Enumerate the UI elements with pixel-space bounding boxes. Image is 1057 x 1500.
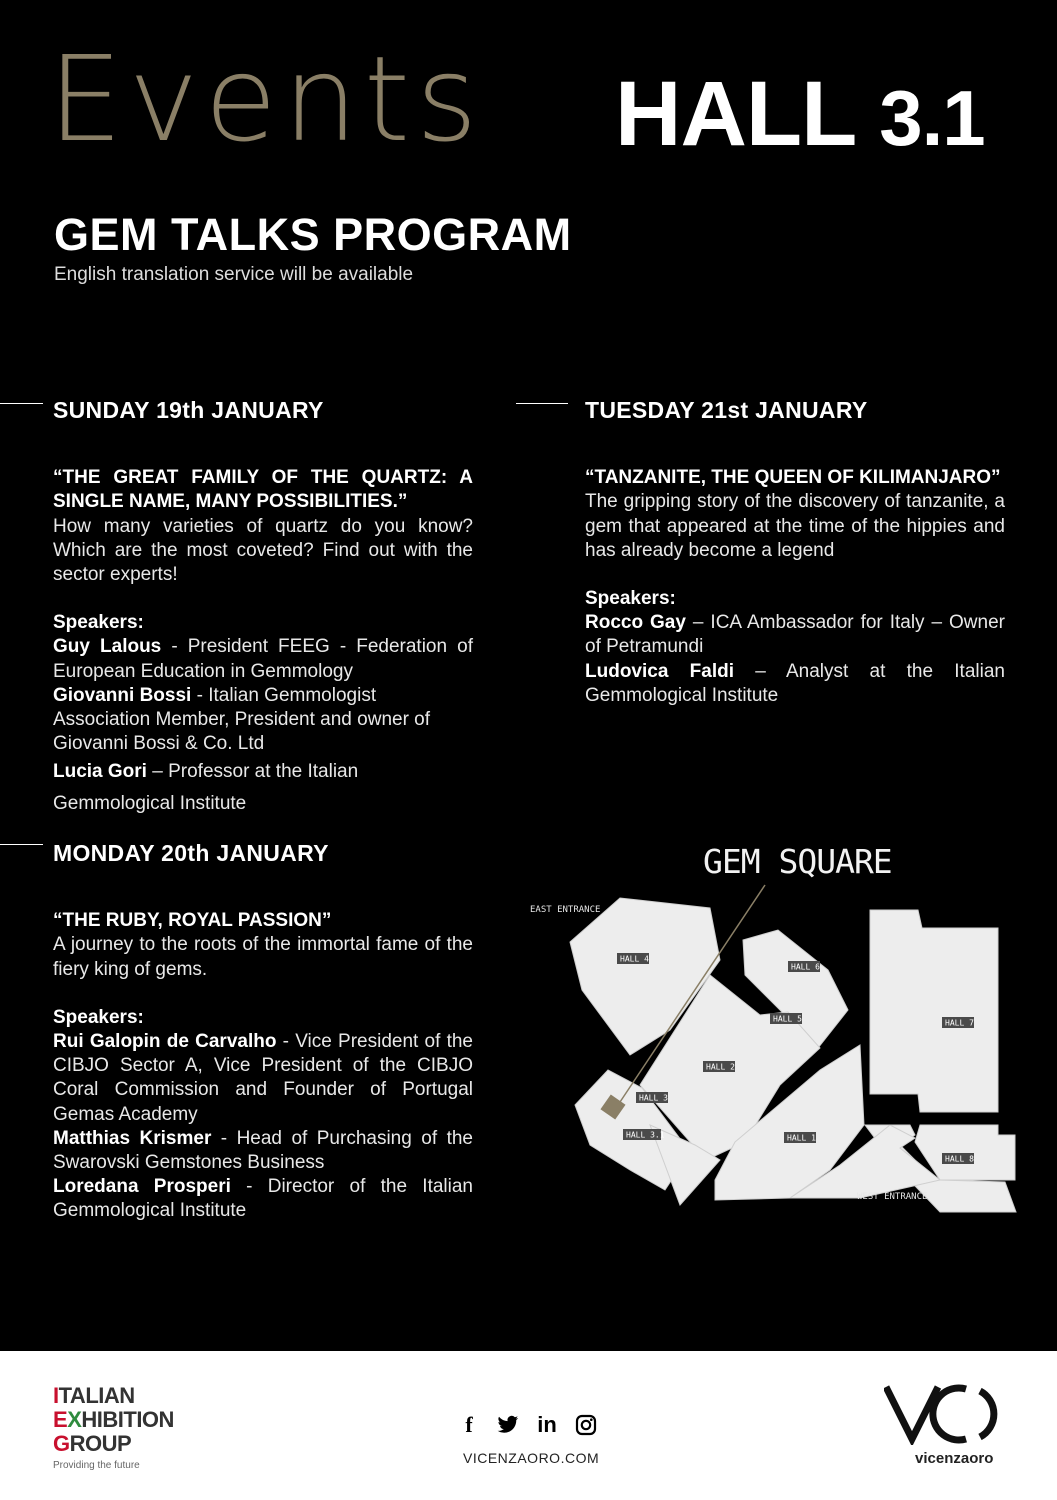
website-link[interactable]: VICENZAORO.COM [463,1450,600,1466]
gem-square-label: GEM SQUARE [703,842,892,881]
hall-title [615,63,985,165]
tuesday-description: The gripping story of the discovery of tanzanite, a gem that appeared at the time of the hippies and has already become a legend [585,491,1005,561]
hall-6-tag: HALL 6 [791,962,820,972]
sunday-speaker-3: Lucia Gori – Professor at the Italian Gemmological Institute [53,761,359,815]
monday-speakers-label: Speakers: [53,1006,144,1028]
facebook-icon[interactable]: f [465,1412,473,1437]
monday-description: A journey to the roots of the immortal fame of the fiery king of gems. [53,934,473,980]
hall-7-shape [870,910,998,1112]
monday-day: MONDAY 20th JANUARY [53,840,329,866]
monday-speaker-2: Matthias Krismer - Head of Purchasing of the Swarovski Gemstones Business [53,1127,473,1174]
west-entrance-label: WEST ENTRANCE [857,1192,928,1202]
hall-number: 3.1 [879,74,985,162]
hall-4-tag: HALL 4 [620,954,649,964]
instagram-icon[interactable] [575,1412,597,1438]
hall-31-tag: HALL 3.1 [626,1130,665,1140]
vicenzaoro-brand: vicenzaoro [915,1450,994,1467]
vo-logo-mark [884,1383,1006,1445]
tuesday-section [585,398,1005,708]
hall-1-tag: HALL 1 [787,1133,816,1143]
tuesday-speaker-2: Ludovica Faldi – Analyst at the Italian Gemmological Institute [585,660,1005,706]
hall-5-tag: HALL 5 [773,1014,802,1024]
hall-7-tag: HALL 7 [945,1018,974,1028]
sunday-description: How many varieties of quartz do you know? Which are the most coveted? Find out with the sector experts! [53,515,473,586]
sunday-talk-title: “THE GREAT FAMILY OF THE QUARTZ: A SINGLE NAME, MANY POSSIBILITIES.” [53,467,473,513]
divider-tuesday [516,403,568,404]
monday-speaker-3: Loredana Prosperi - Director of the Italian Gemmological Institute [53,1176,473,1222]
tuesday-talk-title: “TANZANITE, THE QUEEN OF KILIMANJARO” [585,467,1001,489]
sunday-speaker-2: Giovanni Bossi - Italian Gemmologist Association Member, President and owner of Giovanni Bossi & Co. Ltd [53,684,431,755]
ieg-tagline: Providing the future [53,1460,140,1471]
social-links [458,1412,597,1438]
program-subtitle: English translation service will be available [54,264,414,285]
hall-2-tag: HALL 2 [706,1062,735,1072]
events-heading: Events [48,30,484,168]
twitter-icon[interactable] [497,1412,519,1438]
hall-3-tag: HALL 3 [639,1093,668,1103]
venue-map [520,880,1030,1220]
sunday-speaker-1: Guy Lalous - President FEEG - Federation of European Education in Gemmology [53,636,473,682]
sunday-section [53,398,473,820]
divider-monday [0,844,43,845]
sunday-speakers-label: Speakers: [53,612,144,634]
tuesday-speakers-label: Speakers: [585,588,676,610]
tuesday-speaker-1: Rocco Gay – ICA Ambassador for Italy – Owner of Petramundi [585,612,1005,658]
monday-talk-title: “THE RUBY, ROYAL PASSION” [53,910,332,932]
linkedin-icon[interactable]: in [537,1412,557,1437]
east-entrance-label: EAST ENTRANCE [530,905,601,915]
hall-8-tag: HALL 8 [945,1154,974,1164]
ieg-logo: ITALIAN EXHIBITION GROUP Providing the future [53,1383,174,1471]
tuesday-day: TUESDAY 21st JANUARY [585,397,868,423]
monday-speaker-1: Rui Galopin de Carvalho - Vice President of the CIBJO Sector A, Vice President of the CIBJO Coral Commission and Founder of Portugal Gemas Academy [53,1031,473,1125]
program-title: GEM TALKS PROGRAM [54,209,572,260]
sunday-day: SUNDAY 19th JANUARY [53,397,324,423]
monday-section [53,841,473,1224]
divider-sunday [0,403,43,404]
hall-word: HALL [615,63,855,165]
